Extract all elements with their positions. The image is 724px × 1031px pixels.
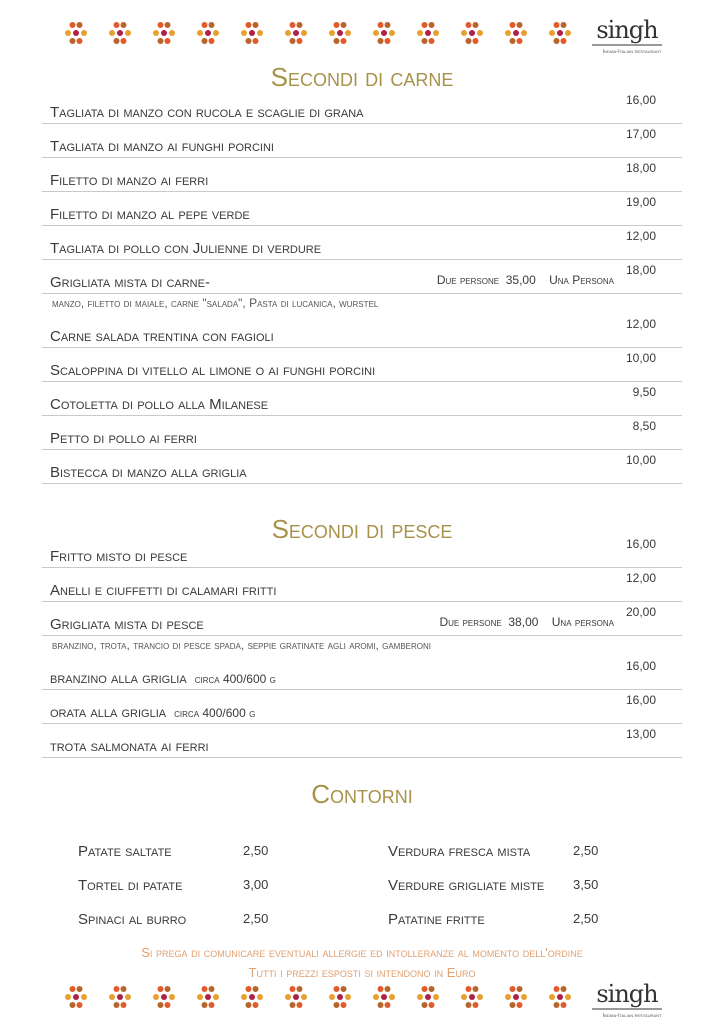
- menu-item: [42, 158, 682, 192]
- item-name-text: Cotoletta di pollo alla Milanese: [50, 396, 269, 413]
- item-price: 16,00: [625, 693, 656, 707]
- side-dish-price: 3,00: [243, 877, 269, 892]
- item-name: [50, 548, 187, 565]
- item-description: manzo, filetto di maiale, carne "salada", Pasta di lucanica, wurstel: [52, 296, 379, 310]
- item-name: [50, 396, 268, 413]
- menu-item: [42, 192, 682, 226]
- side-dish-name: Patate saltate: [78, 843, 172, 860]
- euro-note: Tutti i prezzi esposti si intendono in Euro: [248, 965, 476, 980]
- logo-bottom: singh Indian-Italian restaurant: [592, 982, 662, 1031]
- item-dual-price: Due persone 35,00 Una Persona: [436, 273, 614, 287]
- section-title-pesce: Secondi di pesce: [271, 514, 453, 544]
- flower-icon: [108, 21, 132, 45]
- item-name-text: Scaloppina di vitello al limone o ai funghi porcini: [50, 362, 376, 379]
- item-price: 10,00: [625, 453, 656, 467]
- item-price: 12,00: [625, 229, 656, 243]
- logo: singh Indian-Italian restaurant: [592, 18, 662, 67]
- item-name: [50, 104, 363, 121]
- menu-item: [42, 602, 682, 636]
- side-dish-price: 2,50: [573, 843, 599, 858]
- menu-item: [42, 314, 682, 348]
- side-dish-price: 3,50: [573, 877, 599, 892]
- flower-icon: [548, 985, 572, 1009]
- flower-icon: [372, 21, 396, 45]
- item-dual-price: Due persone 38,00 Una persona: [439, 615, 614, 629]
- menu-item: [42, 534, 682, 568]
- item-price: 12,00: [625, 571, 656, 585]
- item-name: [50, 138, 274, 155]
- item-note: circa 400/600 g: [194, 672, 276, 686]
- item-name-text: Anelli e ciuffetti di calamari fritti: [50, 582, 277, 599]
- item-name: [50, 616, 204, 633]
- flower-icon: [152, 985, 176, 1009]
- flower-icon: [372, 985, 396, 1009]
- flower-icon: [284, 985, 308, 1009]
- item-price: 8,50: [632, 419, 656, 433]
- item-name-text: Tagliata di manzo con rucola e scaglie di grana: [50, 104, 364, 121]
- allergy-note: Si prega di comunicare eventuali allergie ed intolleranze al momento dell'ordine: [141, 945, 583, 960]
- flower-icon: [152, 21, 176, 45]
- item-name-text: Tagliata di manzo ai funghi porcini: [50, 138, 274, 155]
- flower-border-top: [64, 21, 572, 45]
- item-name: [50, 430, 197, 447]
- flower-icon: [64, 21, 88, 45]
- item-name: [50, 362, 375, 379]
- flower-icon: [196, 985, 220, 1009]
- item-name-text: Fritto misto di pesce: [50, 548, 188, 565]
- item-name: [50, 582, 276, 599]
- flower-icon: [64, 985, 88, 1009]
- item-price: 20,00: [625, 605, 656, 619]
- item-name: [50, 738, 209, 755]
- item-price: 17,00: [625, 127, 656, 141]
- item-name-text: branzino alla griglia: [50, 670, 187, 687]
- item-name-text: Grigliata mista di pesce: [50, 616, 204, 633]
- item-note: circa 400/600 g: [174, 706, 256, 720]
- flower-icon: [108, 985, 132, 1009]
- menu-item: [42, 348, 682, 382]
- item-name-text: Carne salada trentina con fagioli: [50, 328, 274, 345]
- item-price: 18,00: [625, 161, 656, 175]
- section-title-contorni: Contorni: [311, 779, 413, 809]
- item-name-text: trota salmonata ai ferri: [50, 738, 209, 755]
- item-name: [50, 464, 247, 481]
- item-name: [50, 206, 250, 223]
- menu-item: [42, 382, 682, 416]
- menu-item: [42, 260, 682, 294]
- menu-item: [42, 690, 682, 724]
- flower-icon: [504, 21, 528, 45]
- flower-icon: [460, 985, 484, 1009]
- item-name-text: orata alla griglia: [50, 704, 167, 721]
- flower-icon: [416, 21, 440, 45]
- item-price: 19,00: [625, 195, 656, 209]
- flower-icon: [284, 21, 308, 45]
- flower-icon: [504, 985, 528, 1009]
- flower-icon: [328, 21, 352, 45]
- menu-item: [42, 450, 682, 484]
- menu-pesce: [42, 534, 682, 758]
- menu-carne: [42, 90, 682, 484]
- item-name: [50, 172, 208, 189]
- side-dish-name: Tortel di patate: [78, 877, 183, 894]
- flower-icon: [328, 985, 352, 1009]
- item-name: [50, 274, 210, 291]
- item-name-text: Filetto di manzo ai ferri: [50, 172, 209, 189]
- item-name: [50, 328, 274, 345]
- item-price: 12,00: [625, 317, 656, 331]
- item-description: branzino, trota, trancio di pesce spada, seppie gratinate agli aromi, gamberoni: [52, 638, 432, 652]
- menu-item: [42, 124, 682, 158]
- flower-icon: [240, 985, 264, 1009]
- flower-border-bottom: [64, 985, 572, 1009]
- item-name-text: Filetto di manzo al pepe verde: [50, 206, 250, 223]
- section-title-carne: Secondi di carne: [270, 62, 454, 92]
- side-dish-name: Patatine fritte: [388, 911, 485, 928]
- item-name: [50, 704, 255, 721]
- item-price: 10,00: [625, 351, 656, 365]
- side-dish-price: 2,50: [243, 911, 269, 926]
- item-name: [50, 240, 321, 257]
- item-name-text: Grigliata mista di carne-: [50, 274, 210, 291]
- menu-item: [42, 568, 682, 602]
- item-price: 13,00: [625, 727, 656, 741]
- menu-item: [42, 226, 682, 260]
- item-price: 18,00: [625, 263, 656, 277]
- flower-icon: [240, 21, 264, 45]
- item-price: 9,50: [632, 385, 656, 399]
- item-price: 16,00: [625, 537, 656, 551]
- flower-icon: [460, 21, 484, 45]
- item-name: [50, 670, 276, 687]
- menu-item: [42, 416, 682, 450]
- side-dish-name: Verdura fresca mista: [388, 843, 531, 860]
- menu-item: [42, 724, 682, 758]
- menu-item: [42, 656, 682, 690]
- side-dish-name: Verdure grigliate miste: [388, 877, 545, 894]
- item-name-text: Tagliata di pollo con Julienne di verdure: [50, 240, 322, 257]
- side-dish-price: 2,50: [573, 911, 599, 926]
- item-price: 16,00: [625, 93, 656, 107]
- item-name-text: Bistecca di manzo alla griglia: [50, 464, 247, 481]
- flower-icon: [548, 21, 572, 45]
- side-dish-price: 2,50: [243, 843, 269, 858]
- flower-icon: [196, 21, 220, 45]
- flower-icon: [416, 985, 440, 1009]
- item-name-text: Petto di pollo ai ferri: [50, 430, 197, 447]
- side-dish-name: Spinaci al burro: [78, 911, 187, 928]
- menu-item: [42, 90, 682, 124]
- item-price: 16,00: [625, 659, 656, 673]
